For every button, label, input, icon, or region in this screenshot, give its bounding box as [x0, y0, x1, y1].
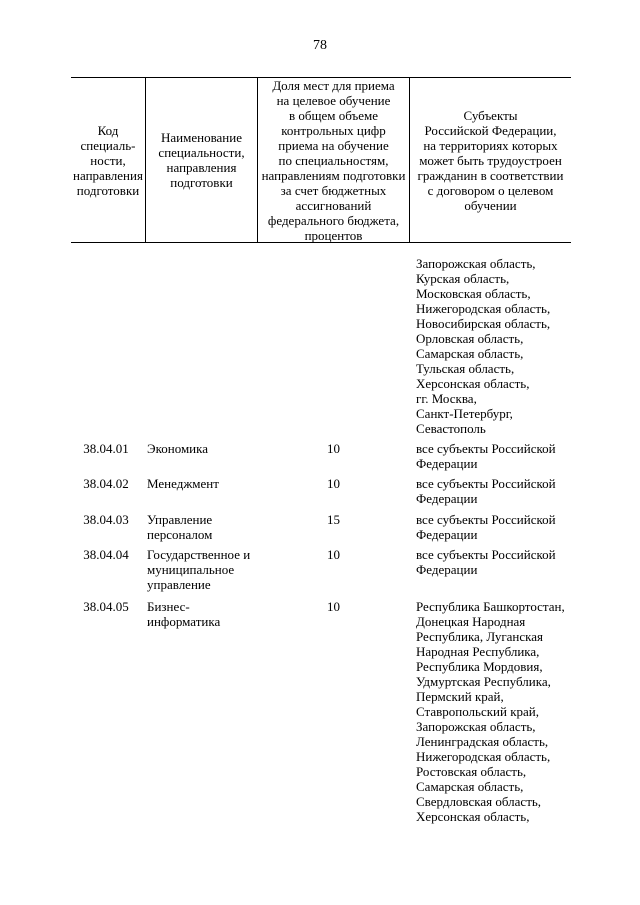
text-line: контрольных цифр	[281, 122, 386, 138]
text-line: Республика Мордовия,	[416, 659, 543, 674]
text-line: ности,	[90, 152, 126, 168]
text-line: Субъекты	[463, 107, 518, 123]
text-line: персоналом	[147, 527, 213, 542]
row-share: 10	[327, 599, 340, 614]
text-line: Государственное и	[147, 547, 251, 562]
text-line: Новосибирская область,	[416, 316, 551, 331]
text-line: Свердловская область,	[416, 794, 542, 809]
text-line: Ленинградская область,	[416, 734, 549, 749]
text-line: Самарская область,	[416, 346, 524, 361]
text-line: Республика, Луганская	[416, 629, 544, 644]
row-share: 10	[327, 547, 340, 562]
text-line: Самарская область,	[416, 779, 524, 794]
row-code: 38.04.02	[83, 476, 129, 491]
row-subjects	[416, 476, 576, 506]
text-line: Тульская область,	[416, 361, 515, 376]
text-line: Запорожская область,	[416, 719, 536, 734]
text-line: информатика	[147, 614, 221, 629]
row-code: 38.04.05	[83, 599, 129, 614]
text-line: приема на обучение	[278, 137, 389, 153]
text-line: процентов	[304, 227, 363, 243]
text-line: на целевое обучение	[276, 92, 391, 108]
row-name	[147, 512, 259, 542]
row-name	[147, 599, 259, 629]
text-line: федерального бюджета,	[267, 212, 400, 228]
text-line: Менеджмент	[147, 476, 219, 491]
text-line: Ростовская область,	[416, 764, 527, 779]
text-line: Код	[97, 122, 119, 138]
text-line: Ставропольский край,	[416, 704, 539, 719]
text-line: управление	[147, 577, 211, 592]
text-line: Удмуртская Республика,	[416, 674, 551, 689]
text-line: Курская область,	[416, 271, 510, 286]
text-line: за счет бюджетных	[280, 182, 387, 198]
text-line: Нижегородская область,	[416, 749, 551, 764]
text-line: направления	[166, 160, 237, 175]
header-subjects	[410, 78, 571, 242]
text-line: Орловская область,	[416, 331, 524, 346]
text-line: направления	[73, 167, 143, 183]
text-line: Республика Башкортостан,	[416, 599, 565, 614]
text-line: в общем объеме	[288, 107, 379, 123]
page-number: 78	[313, 38, 327, 53]
text-line: ассигнований	[295, 197, 372, 213]
row-name	[147, 476, 259, 491]
text-line: Бизнес-	[147, 599, 190, 614]
text-line: Федерации	[416, 491, 478, 506]
text-line: подготовки	[76, 182, 140, 198]
text-line: Народная Республика,	[416, 644, 540, 659]
text-line: специальности,	[158, 145, 245, 160]
text-line: Российской Федерации,	[424, 122, 557, 138]
text-line: все субъекты Российской	[416, 476, 556, 491]
row-subjects	[416, 512, 576, 542]
text-line: Севастополь	[416, 421, 486, 436]
continuation-subjects	[416, 256, 576, 436]
text-line: Санкт-Петербург,	[416, 406, 513, 421]
text-line: Донецкая Народная	[416, 614, 526, 629]
text-line: на территориях которых	[423, 137, 558, 153]
text-line: все субъекты Российской	[416, 547, 556, 562]
row-subjects	[416, 547, 576, 577]
text-line: гражданин в соответствии	[417, 167, 564, 183]
row-share: 15	[327, 512, 340, 527]
text-line: специаль-	[80, 137, 136, 153]
text-line: обучении	[464, 197, 517, 213]
text-line: Херсонская область,	[416, 376, 530, 391]
text-line: Федерации	[416, 527, 478, 542]
text-line: муниципальное	[147, 562, 235, 577]
row-subjects	[416, 599, 576, 824]
text-line: Федерации	[416, 562, 478, 577]
text-line: подготовки	[170, 175, 233, 190]
text-line: по специальностям,	[278, 152, 389, 168]
text-line: все субъекты Российской	[416, 441, 556, 456]
row-share: 10	[327, 476, 340, 491]
text-line: Запорожская область,	[416, 256, 536, 271]
text-line: все субъекты Российской	[416, 512, 556, 527]
header-name	[146, 78, 258, 242]
text-line: с договором о целевом	[427, 182, 554, 198]
row-code: 38.04.04	[83, 547, 129, 562]
text-line: направлениям подготовки	[261, 167, 406, 183]
row-subjects	[416, 441, 576, 471]
row-share: 10	[327, 441, 340, 456]
text-line: Экономика	[147, 441, 209, 456]
text-line: Московская область,	[416, 286, 531, 301]
header-share	[258, 78, 410, 242]
row-code: 38.04.01	[83, 441, 129, 456]
text-line: Нижегородская область,	[416, 301, 551, 316]
text-line: может быть трудоустроен	[419, 152, 562, 168]
text-line: Федерации	[416, 456, 478, 471]
table-header	[71, 77, 571, 243]
text-line: Наименование	[161, 130, 242, 145]
header-code	[71, 78, 146, 242]
text-line: Пермский край,	[416, 689, 504, 704]
row-name	[147, 547, 259, 592]
text-line: Доля мест для приема	[272, 77, 395, 93]
text-line: гг. Москва,	[416, 391, 477, 406]
text-line: Херсонская область,	[416, 809, 530, 824]
row-code: 38.04.03	[83, 512, 129, 527]
text-line: Управление	[147, 512, 213, 527]
row-name	[147, 441, 259, 456]
